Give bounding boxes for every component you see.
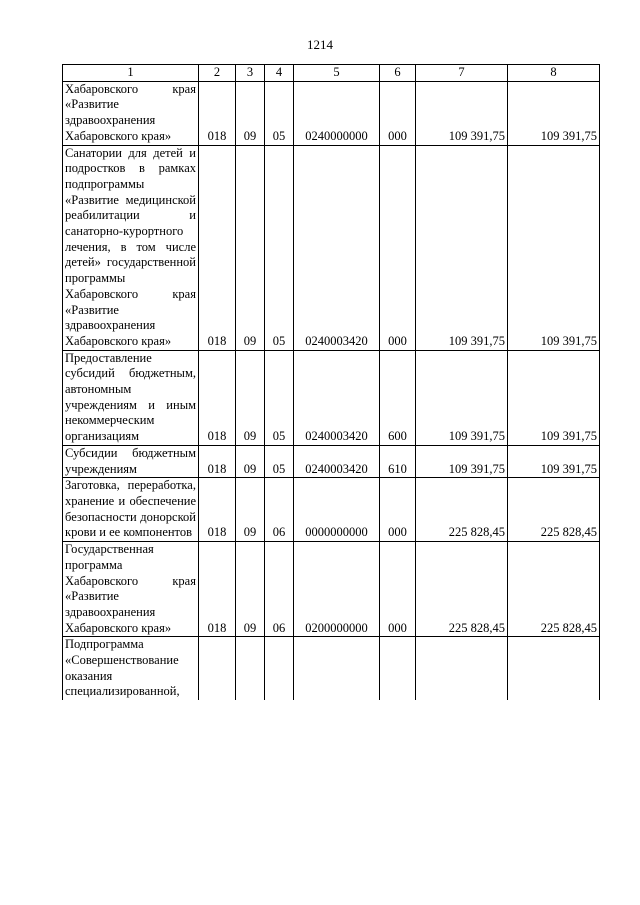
- cell-ministry-code: 018: [199, 81, 236, 145]
- column-header: 1: [63, 65, 199, 82]
- table-row: [63, 145, 600, 350]
- table-row: [63, 478, 600, 542]
- cell-target-article: 0240003420: [294, 445, 380, 477]
- cell-amount: 225 828,45: [416, 542, 508, 637]
- cell-target-article: 0240003420: [294, 350, 380, 445]
- cell-section: 09: [236, 445, 265, 477]
- cell-section: 09: [236, 350, 265, 445]
- row-name: Подпрограмма «Совершенствование оказания специализированной,: [63, 637, 199, 700]
- row-name: Заготовка, переработка, хранение и обеспечение безопасности донорской крови и ее компонентов: [63, 478, 199, 542]
- cell-subsection: 06: [265, 542, 294, 637]
- table-row: [63, 637, 600, 700]
- column-header: 4: [265, 65, 294, 82]
- row-name: Санатории для детей и подростков в рамках подпрограммы «Развитие медицинской реабилитации и санаторно-курортного лечения, в том числе детей» государственной программы Хабаровского края «Развитие здравоохранения Хабаровского края»: [63, 145, 199, 350]
- cell-expense-type: [380, 637, 416, 700]
- cell-target-article: 0240000000: [294, 81, 380, 145]
- cell-amount: 109 391,75: [508, 445, 600, 477]
- cell-section: [236, 637, 265, 700]
- row-name: Государственная программа Хабаровского края «Развитие здравоохранения Хабаровского края»: [63, 542, 199, 637]
- cell-amount: 109 391,75: [416, 350, 508, 445]
- cell-amount: 109 391,75: [508, 350, 600, 445]
- cell-section: 09: [236, 145, 265, 350]
- cell-subsection: 05: [265, 145, 294, 350]
- cell-subsection: [265, 637, 294, 700]
- table-row: [63, 81, 600, 145]
- cell-amount: 109 391,75: [508, 81, 600, 145]
- cell-target-article: 0000000000: [294, 478, 380, 542]
- budget-table: [62, 64, 600, 700]
- cell-amount: 109 391,75: [416, 145, 508, 350]
- column-header: 7: [416, 65, 508, 82]
- table-row: [63, 350, 600, 445]
- cell-ministry-code: 018: [199, 542, 236, 637]
- cell-amount: 225 828,45: [508, 542, 600, 637]
- column-header: 5: [294, 65, 380, 82]
- column-header: 8: [508, 65, 600, 82]
- cell-amount: [416, 637, 508, 700]
- cell-amount: 225 828,45: [416, 478, 508, 542]
- cell-subsection: 05: [265, 350, 294, 445]
- cell-section: 09: [236, 478, 265, 542]
- cell-amount: 109 391,75: [416, 81, 508, 145]
- cell-amount: [508, 637, 600, 700]
- column-header: 2: [199, 65, 236, 82]
- cell-amount: 109 391,75: [416, 445, 508, 477]
- row-name: Хабаровского края «Развитие здравоохранения Хабаровского края»: [63, 81, 199, 145]
- column-header: 3: [236, 65, 265, 82]
- cell-target-article: 0200000000: [294, 542, 380, 637]
- cell-expense-type: 000: [380, 478, 416, 542]
- cell-ministry-code: 018: [199, 350, 236, 445]
- cell-subsection: 06: [265, 478, 294, 542]
- table-row: [63, 542, 600, 637]
- cell-ministry-code: 018: [199, 445, 236, 477]
- column-header: 6: [380, 65, 416, 82]
- cell-expense-type: 000: [380, 81, 416, 145]
- cell-expense-type: 600: [380, 350, 416, 445]
- header-row: [63, 65, 600, 82]
- row-name: Субсидии бюджетным учреждениям: [63, 445, 199, 477]
- cell-expense-type: 610: [380, 445, 416, 477]
- page-number: 1214: [307, 37, 333, 52]
- cell-ministry-code: [199, 637, 236, 700]
- cell-amount: 225 828,45: [508, 478, 600, 542]
- cell-expense-type: 000: [380, 542, 416, 637]
- cell-subsection: 05: [265, 445, 294, 477]
- cell-target-article: [294, 637, 380, 700]
- cell-section: 09: [236, 81, 265, 145]
- cell-expense-type: 000: [380, 145, 416, 350]
- row-name: Предоставление субсидий бюджетным, автономным учреждениям и иным некоммерческим организациям: [63, 350, 199, 445]
- cell-amount: 109 391,75: [508, 145, 600, 350]
- cell-section: 09: [236, 542, 265, 637]
- cell-ministry-code: 018: [199, 145, 236, 350]
- cell-ministry-code: 018: [199, 478, 236, 542]
- cell-target-article: 0240003420: [294, 145, 380, 350]
- cell-subsection: 05: [265, 81, 294, 145]
- table-row: [63, 445, 600, 477]
